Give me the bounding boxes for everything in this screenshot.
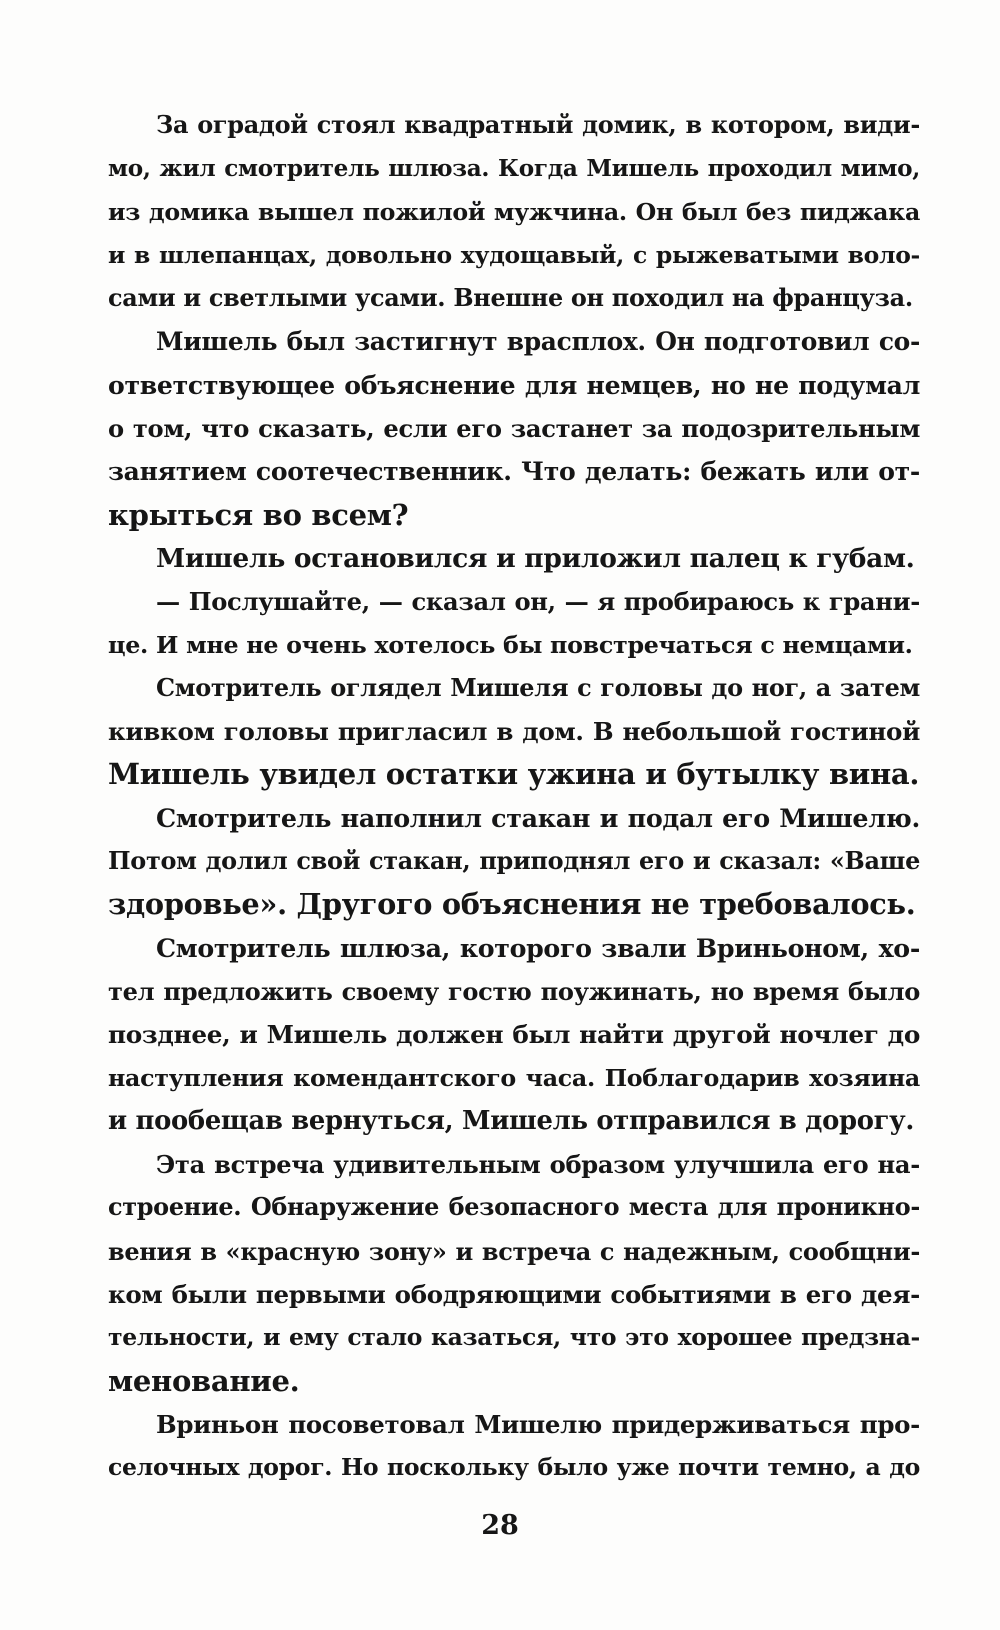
text-line: о том, что сказать, если его застанет за подозрительным [108, 414, 920, 444]
text-line: Эта встреча удивительным образом улучшила его на- [156, 1150, 920, 1180]
text-line: менование. [108, 1363, 300, 1398]
text-line: Вриньон посоветовал Мишелю придерживаться про- [156, 1409, 920, 1439]
text-line: це. И мне не очень хотелось бы повстречаться с немцами. [108, 630, 913, 659]
text-line: и пообещав вернуться, Мишель отправился в дорогу. [108, 1105, 915, 1136]
text-line: мо, жил смотритель шлюза. Когда Мишель проходил мимо, [108, 155, 920, 183]
body-text [108, 104, 920, 1490]
text-line: За оградой стоял квадратный домик, в котором, види- [156, 111, 920, 139]
text-line: тельности, и ему стало казаться, что это хорошее предзна- [108, 1323, 920, 1352]
text-line: Смотритель шлюза, которого звали Вриньоном, хо- [156, 932, 920, 963]
text-line: Мишель увидел остатки ужина и бутылку вина. [108, 757, 920, 792]
text-line: здоровье». Другого объяснения не требовалось. [108, 887, 916, 922]
text-line: вения в «красную зону» и встреча с надежным, сообщни- [108, 1236, 920, 1266]
text-line: кивком головы пригласил в дом. В небольшой гостиной [108, 717, 920, 747]
text-line: Мишель был застигнут врасплох. Он подготовил со- [156, 327, 920, 357]
text-line: Мишель остановился и приложил палец к губам. [156, 542, 915, 574]
text-line: Смотритель оглядел Мишеля с головы до ног, а затем [156, 673, 920, 702]
text-line: строение. Обнаружение безопасного места для проникно- [108, 1193, 920, 1222]
text-line: селочных дорог. Но поскольку было уже почти темно, а до [108, 1453, 920, 1482]
text-line: ответствующее объяснение для немцев, но не подумал [108, 369, 920, 400]
text-line: Потом долил свой стакан, приподнял его и сказал: «Ваше [108, 847, 920, 876]
text-line: и в шлепанцах, довольно худощавый, с рыжеватыми воло- [108, 240, 920, 269]
text-line: наступления комендантского часа. Поблагодарив хозяина [108, 1063, 920, 1092]
text-line: из домика вышел пожилой мужчина. Он был без пиджака [108, 197, 920, 226]
text-line: ком были первыми ободряющими событиями в его дея- [108, 1280, 920, 1310]
page-number: 28 [481, 1510, 519, 1541]
text-line: крыться во всем? [108, 497, 409, 532]
text-line: позднее, и Мишель должен был найти другой ночлег до [108, 1020, 920, 1050]
text-line: занятием соотечественник. Что делать: бежать или от- [108, 456, 920, 487]
text-line: Смотритель наполнил стакан и подал его Мишелю. [156, 802, 920, 833]
text-line: — Послушайте, — сказал он, — я пробираюсь к грани- [156, 587, 920, 617]
text-line: сами и светлыми усами. Внешне он походил на француза. [108, 284, 913, 313]
text-line: тел предложить своему гостю поужинать, но время было [108, 976, 920, 1006]
